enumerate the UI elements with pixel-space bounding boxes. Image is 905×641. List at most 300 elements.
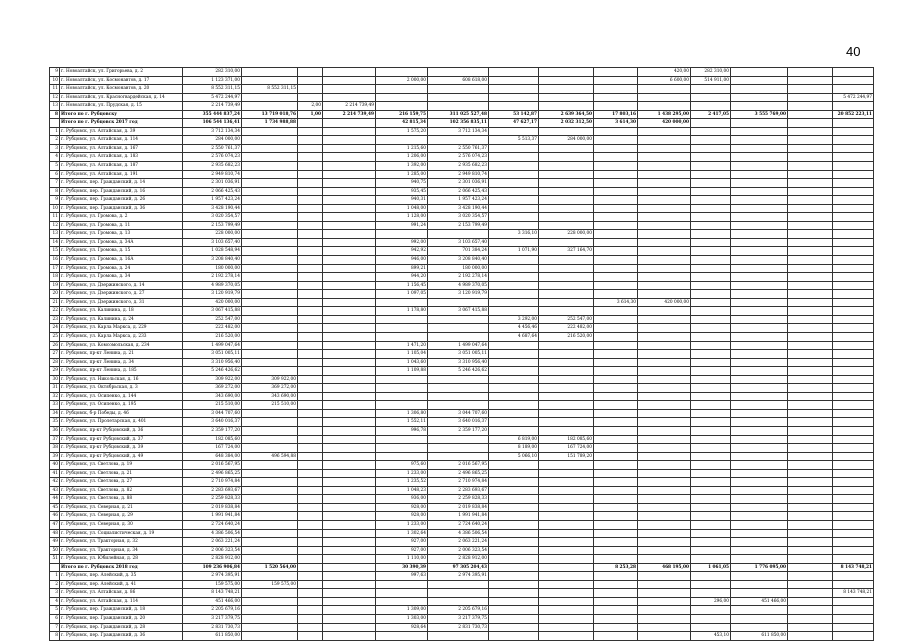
- value-cell: [323, 358, 376, 367]
- value-cell: [691, 298, 731, 307]
- address-cell: г. Рубцовск, ул. Дзержинского, д. 27: [60, 290, 183, 299]
- value-cell: 1 233,00: [376, 469, 428, 478]
- value-cell: [242, 290, 298, 299]
- value-cell: [298, 538, 323, 547]
- row-number-cell: 47: [50, 520, 60, 529]
- value-cell: [539, 68, 594, 77]
- value-cell: [298, 392, 323, 401]
- table-row: [50, 495, 874, 504]
- value-cell: 2 063 221,24: [428, 538, 489, 547]
- value-cell: [833, 520, 874, 529]
- value-cell: [788, 179, 833, 188]
- value-cell: [731, 162, 788, 171]
- page-number: 40: [846, 44, 861, 59]
- value-cell: [489, 281, 539, 290]
- value-cell: [691, 102, 731, 111]
- address-cell: г. Рубцовск, ул. Алтайская, д. 183: [60, 153, 183, 162]
- value-cell: [539, 384, 594, 393]
- value-cell: 2 066 425,43: [428, 187, 489, 196]
- value-cell: [323, 461, 376, 470]
- value-cell: [376, 580, 428, 589]
- value-cell: [788, 503, 833, 512]
- value-cell: [323, 153, 376, 162]
- value-cell: [323, 93, 376, 102]
- value-cell: [691, 332, 731, 341]
- value-cell: 109 236 906,84: [183, 563, 242, 572]
- value-cell: 2 214 739,49: [183, 102, 242, 111]
- value-cell: [323, 520, 376, 529]
- value-cell: 940,31: [376, 196, 428, 205]
- value-cell: [376, 589, 428, 598]
- value-cell: [691, 392, 731, 401]
- value-cell: 3 051 005,11: [428, 350, 489, 359]
- value-cell: [489, 606, 539, 615]
- value-cell: [594, 170, 638, 179]
- value-cell: [539, 85, 594, 94]
- value-cell: [539, 144, 594, 153]
- value-cell: [242, 589, 298, 598]
- table-row: [50, 110, 874, 119]
- address-cell: Итого по г. Рубцовск 2017 год: [60, 119, 183, 128]
- address-cell: г. Рубцовск, ул. Пролетарская, д. 401: [60, 418, 183, 427]
- value-cell: [691, 615, 731, 624]
- value-cell: 97 305 204,43: [428, 563, 489, 572]
- value-cell: [594, 597, 638, 606]
- table-row: [50, 392, 874, 401]
- value-cell: 1 499 047,64: [183, 341, 242, 350]
- value-cell: [594, 503, 638, 512]
- row-number-cell: 45: [50, 503, 60, 512]
- value-cell: [594, 444, 638, 453]
- value-cell: [539, 392, 594, 401]
- value-cell: [489, 213, 539, 222]
- value-cell: 928,00: [376, 503, 428, 512]
- value-cell: 215 510,00: [183, 401, 242, 410]
- value-cell: 222 482,00: [183, 324, 242, 333]
- value-cell: [638, 136, 691, 145]
- value-cell: 1 499 047,64: [428, 341, 489, 350]
- value-cell: [323, 324, 376, 333]
- value-cell: [323, 418, 376, 427]
- row-number-cell: 43: [50, 486, 60, 495]
- row-number-cell: 38: [50, 444, 60, 453]
- value-cell: [788, 597, 833, 606]
- table-row: [50, 384, 874, 393]
- value-cell: [323, 426, 376, 435]
- value-cell: [788, 495, 833, 504]
- value-cell: [298, 589, 323, 598]
- value-cell: [638, 204, 691, 213]
- data-table: [49, 67, 874, 641]
- value-cell: [833, 358, 874, 367]
- value-cell: [833, 350, 874, 359]
- value-cell: 2 935 682,23: [428, 162, 489, 171]
- value-cell: [691, 204, 731, 213]
- value-cell: [691, 162, 731, 171]
- value-cell: [242, 409, 298, 418]
- value-cell: [539, 350, 594, 359]
- value-cell: [638, 324, 691, 333]
- value-cell: [539, 409, 594, 418]
- value-cell: [691, 281, 731, 290]
- value-cell: 252 547,00: [539, 315, 594, 324]
- address-cell: г. Рубцовск, ул. Карла Маркса, д. 233: [60, 332, 183, 341]
- value-cell: [376, 452, 428, 461]
- value-cell: [539, 76, 594, 85]
- value-cell: [539, 418, 594, 427]
- value-cell: 2 935 682,23: [183, 162, 242, 171]
- value-cell: [298, 221, 323, 230]
- value-cell: [731, 461, 788, 470]
- value-cell: 2,00: [298, 102, 323, 111]
- value-cell: [489, 375, 539, 384]
- value-cell: [731, 315, 788, 324]
- value-cell: [323, 85, 376, 94]
- address-cell: г. Рубцовск, пер. Гражданский, д. 36: [60, 632, 183, 641]
- value-cell: [594, 315, 638, 324]
- value-cell: 1 206,00: [376, 153, 428, 162]
- value-cell: [731, 281, 788, 290]
- value-cell: [691, 315, 731, 324]
- value-cell: [638, 384, 691, 393]
- value-cell: [242, 247, 298, 256]
- value-cell: [323, 392, 376, 401]
- value-cell: [428, 375, 489, 384]
- value-cell: [323, 572, 376, 581]
- value-cell: [594, 358, 638, 367]
- value-cell: 228 000,00: [183, 230, 242, 239]
- value-cell: [298, 170, 323, 179]
- value-cell: [376, 435, 428, 444]
- value-cell: [242, 632, 298, 641]
- value-cell: [594, 273, 638, 282]
- value-cell: [833, 204, 874, 213]
- row-number-cell: [50, 563, 60, 572]
- value-cell: [638, 469, 691, 478]
- address-cell: г. Рубцовск, ул. Северная, д. 29: [60, 512, 183, 521]
- value-cell: [788, 281, 833, 290]
- address-cell: г. Рубцовск, ул. Северная, д. 30: [60, 520, 183, 529]
- value-cell: 3 310 956,40: [428, 358, 489, 367]
- value-cell: [242, 469, 298, 478]
- address-cell: г. Рубцовск, ул. Никольская, д. 16: [60, 375, 183, 384]
- value-cell: [638, 247, 691, 256]
- value-cell: [691, 409, 731, 418]
- address-cell: г. Рубцовск, ул. Тракторная, д. 34: [60, 546, 183, 555]
- value-cell: [833, 127, 874, 136]
- value-cell: [376, 68, 428, 77]
- address-cell: г. Рубцовск, ул. Алтайская, д. 39: [60, 127, 183, 136]
- value-cell: 514 911,00: [691, 76, 731, 85]
- value-cell: 4 687,64: [489, 332, 539, 341]
- value-cell: [833, 538, 874, 547]
- value-cell: [833, 597, 874, 606]
- address-cell: г. Рубцовск, пр-кт Рубцовский, д. 39: [60, 444, 183, 453]
- value-cell: [691, 247, 731, 256]
- value-cell: [788, 358, 833, 367]
- value-cell: [691, 444, 731, 453]
- value-cell: [539, 546, 594, 555]
- value-cell: 946,00: [376, 256, 428, 265]
- table-row: [50, 615, 874, 624]
- value-cell: [731, 307, 788, 316]
- row-number-cell: 8: [50, 632, 60, 641]
- row-number-cell: 27: [50, 350, 60, 359]
- value-cell: 1 991 941,84: [183, 512, 242, 521]
- value-cell: [242, 538, 298, 547]
- value-cell: [298, 367, 323, 376]
- value-cell: [242, 307, 298, 316]
- value-cell: [594, 102, 638, 111]
- value-cell: [428, 324, 489, 333]
- value-cell: [489, 76, 539, 85]
- address-cell: г. Рубцовск, ул. Громова, д. 11: [60, 221, 183, 230]
- value-cell: [323, 563, 376, 572]
- value-cell: [731, 367, 788, 376]
- table-row: [50, 606, 874, 615]
- value-cell: 496 594,88: [242, 452, 298, 461]
- value-cell: [691, 529, 731, 538]
- value-cell: [489, 196, 539, 205]
- row-number-cell: 48: [50, 529, 60, 538]
- value-cell: [594, 256, 638, 265]
- value-cell: 1 302,64: [376, 529, 428, 538]
- value-cell: [731, 520, 788, 529]
- value-cell: [539, 204, 594, 213]
- value-cell: [833, 162, 874, 171]
- value-cell: [638, 503, 691, 512]
- value-cell: [539, 298, 594, 307]
- value-cell: [594, 230, 638, 239]
- value-cell: [323, 76, 376, 85]
- value-cell: [731, 503, 788, 512]
- table-row: [50, 632, 874, 641]
- value-cell: [638, 153, 691, 162]
- value-cell: 282 310,00: [691, 68, 731, 77]
- table-row: [50, 409, 874, 418]
- value-cell: [731, 238, 788, 247]
- value-cell: [638, 632, 691, 641]
- value-cell: 2 550 761,37: [183, 144, 242, 153]
- value-cell: [323, 503, 376, 512]
- value-cell: [638, 375, 691, 384]
- value-cell: [594, 204, 638, 213]
- value-cell: [539, 93, 594, 102]
- value-cell: 996,78: [376, 426, 428, 435]
- value-cell: 8 143 748,21: [833, 563, 874, 572]
- value-cell: [298, 162, 323, 171]
- value-cell: 216 159,75: [376, 110, 428, 119]
- value-cell: [788, 615, 833, 624]
- value-cell: [833, 324, 874, 333]
- value-cell: 2 006 323,54: [183, 546, 242, 555]
- value-cell: [376, 384, 428, 393]
- value-cell: [489, 350, 539, 359]
- value-cell: [731, 623, 788, 632]
- address-cell: г. Рубцовск, пр-кт Ленина, д. 34: [60, 358, 183, 367]
- value-cell: [731, 384, 788, 393]
- value-cell: [788, 315, 833, 324]
- value-cell: 1 776 095,00: [731, 563, 788, 572]
- value-cell: [638, 162, 691, 171]
- value-cell: [638, 350, 691, 359]
- value-cell: [638, 623, 691, 632]
- value-cell: [298, 555, 323, 564]
- value-cell: [323, 367, 376, 376]
- value-cell: [298, 204, 323, 213]
- value-cell: 1 991 941,84: [428, 512, 489, 521]
- address-cell: г. Рубцовск, ул. Алтайская, д. 187: [60, 162, 183, 171]
- value-cell: [731, 426, 788, 435]
- table-row: [50, 461, 874, 470]
- value-cell: [242, 221, 298, 230]
- value-cell: [731, 486, 788, 495]
- value-cell: [594, 187, 638, 196]
- value-cell: [788, 256, 833, 265]
- value-cell: [833, 623, 874, 632]
- value-cell: [428, 85, 489, 94]
- table-row: [50, 538, 874, 547]
- value-cell: 940,75: [376, 179, 428, 188]
- value-cell: [691, 196, 731, 205]
- value-cell: [788, 350, 833, 359]
- value-cell: [594, 290, 638, 299]
- value-cell: 3 120 919,79: [428, 290, 489, 299]
- value-cell: 355 444 837,24: [183, 110, 242, 119]
- row-number-cell: 40: [50, 461, 60, 470]
- value-cell: [428, 435, 489, 444]
- value-cell: 420 000,00: [638, 298, 691, 307]
- address-cell: г. Рубцовск, пр-кт Рубцовский, д. 36: [60, 426, 183, 435]
- value-cell: [298, 469, 323, 478]
- value-cell: [594, 392, 638, 401]
- value-cell: 2 063 221,24: [183, 538, 242, 547]
- value-cell: [539, 238, 594, 247]
- value-cell: [489, 204, 539, 213]
- value-cell: [489, 512, 539, 521]
- value-cell: [323, 221, 376, 230]
- value-cell: [489, 520, 539, 529]
- value-cell: [323, 512, 376, 521]
- value-cell: [323, 273, 376, 282]
- value-cell: 2 710 974,84: [183, 478, 242, 487]
- value-cell: [691, 187, 731, 196]
- value-cell: [638, 478, 691, 487]
- value-cell: [731, 546, 788, 555]
- value-cell: 1 028 548,94: [183, 247, 242, 256]
- value-cell: [691, 452, 731, 461]
- value-cell: [489, 367, 539, 376]
- value-cell: [691, 606, 731, 615]
- value-cell: [323, 256, 376, 265]
- value-cell: [731, 264, 788, 273]
- value-cell: [376, 136, 428, 145]
- value-cell: [298, 127, 323, 136]
- value-cell: [731, 332, 788, 341]
- value-cell: [298, 384, 323, 393]
- value-cell: 2 550 761,37: [428, 144, 489, 153]
- value-cell: [788, 529, 833, 538]
- value-cell: [489, 478, 539, 487]
- value-cell: [298, 623, 323, 632]
- value-cell: [638, 256, 691, 265]
- value-cell: [428, 632, 489, 641]
- value-cell: [731, 358, 788, 367]
- value-cell: [539, 256, 594, 265]
- value-cell: [788, 512, 833, 521]
- value-cell: [298, 324, 323, 333]
- value-cell: 1 552,11: [376, 418, 428, 427]
- table-row: [50, 230, 874, 239]
- value-cell: 1 156,45: [376, 281, 428, 290]
- value-cell: 3 120 919,79: [183, 290, 242, 299]
- value-cell: [833, 503, 874, 512]
- value-cell: 2 283 693,67: [183, 486, 242, 495]
- value-cell: [323, 623, 376, 632]
- row-number-cell: 37: [50, 435, 60, 444]
- value-cell: [638, 196, 691, 205]
- table-row: [50, 444, 874, 453]
- value-cell: 936,00: [376, 495, 428, 504]
- value-cell: 2 016 567,95: [183, 461, 242, 470]
- value-cell: 608 618,00: [428, 76, 489, 85]
- value-cell: [731, 273, 788, 282]
- value-cell: [833, 580, 874, 589]
- value-cell: 701 384,24: [428, 247, 489, 256]
- value-cell: 2 949 810,74: [428, 170, 489, 179]
- address-cell: Итого по г. Рубцовск 2018 год: [60, 563, 183, 572]
- table-row: [50, 315, 874, 324]
- value-cell: [489, 572, 539, 581]
- value-cell: [638, 358, 691, 367]
- value-cell: [539, 102, 594, 111]
- value-cell: 2 259 828,33: [428, 495, 489, 504]
- value-cell: [242, 196, 298, 205]
- value-cell: [539, 264, 594, 273]
- value-cell: [242, 179, 298, 188]
- value-cell: 944,20: [376, 273, 428, 282]
- value-cell: [638, 401, 691, 410]
- address-cell: г. Рубцовск, ул. Громова, д. 34: [60, 273, 183, 282]
- value-cell: [323, 435, 376, 444]
- value-cell: [594, 127, 638, 136]
- value-cell: 343 690,00: [242, 392, 298, 401]
- row-number-cell: 4: [50, 153, 60, 162]
- value-cell: [489, 341, 539, 350]
- value-cell: [731, 85, 788, 94]
- value-cell: [298, 486, 323, 495]
- value-cell: 20 852 223,11: [833, 110, 874, 119]
- value-cell: [323, 452, 376, 461]
- value-cell: [731, 119, 788, 128]
- value-cell: [638, 221, 691, 230]
- value-cell: [731, 196, 788, 205]
- address-cell: г. Рубцовск, пер. Алейский, д. 41: [60, 580, 183, 589]
- table-row: [50, 256, 874, 265]
- value-cell: [298, 512, 323, 521]
- value-cell: [298, 85, 323, 94]
- row-number-cell: 19: [50, 281, 60, 290]
- value-cell: 2 831 730,73: [183, 623, 242, 632]
- value-cell: 53 142,87: [489, 110, 539, 119]
- value-cell: [428, 298, 489, 307]
- value-cell: [489, 538, 539, 547]
- value-cell: 309 922,00: [242, 375, 298, 384]
- value-cell: [833, 213, 874, 222]
- value-cell: [489, 179, 539, 188]
- value-cell: [242, 367, 298, 376]
- value-cell: [638, 589, 691, 598]
